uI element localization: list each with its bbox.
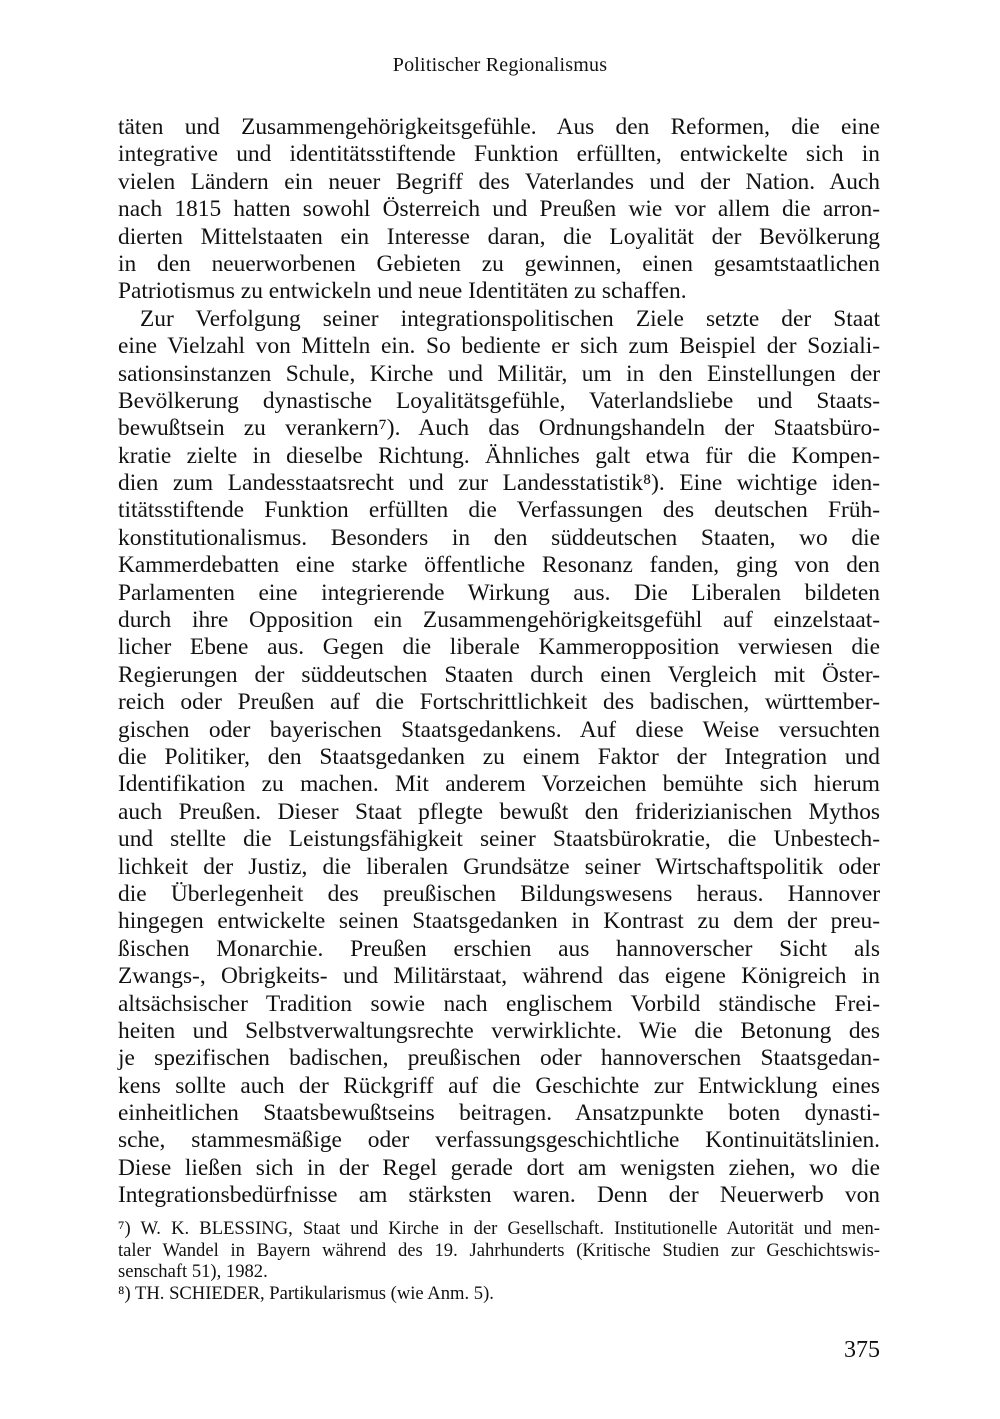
text-line: sche, stammesmäßige oder verfassungsgeschichtliche Kontinuitätslinien. bbox=[118, 1127, 880, 1154]
text-line: die Politiker, den Staatsgedanken zu einem Faktor der Integration und bbox=[118, 743, 880, 770]
text-line: Kammerdebatten eine starke öffentliche Resonanz fanden, ging von den bbox=[118, 552, 880, 579]
footnote-line: taler Wandel in Bayern während des 19. Jahrhunderts (Kritische Studien zur Geschichtswis- bbox=[118, 1239, 880, 1261]
footnotes bbox=[118, 1218, 880, 1304]
text-line: integrative und identitätsstiftende Funktion erfüllten, entwickelte sich in bbox=[118, 141, 880, 168]
text-line: licher Ebene aus. Gegen die liberale Kammeropposition verwiesen die bbox=[118, 634, 880, 661]
text-line: altsächsischer Tradition sowie nach englischem Vorbild ständische Frei- bbox=[118, 990, 880, 1017]
text-line: Integrationsbedürfnisse am stärksten waren. Denn der Neuerwerb von bbox=[118, 1182, 880, 1209]
text-line: auch Preußen. Dieser Staat pflegte bewußt den friderizianischen Mythos bbox=[118, 798, 880, 825]
text-line: Zur Verfolgung seiner integrationspolitischen Ziele setzte der Staat bbox=[140, 305, 880, 332]
running-head: Politischer Regionalismus bbox=[392, 54, 608, 76]
text-line: lichkeit der Justiz, die liberalen Grundsätze seiner Wirtschaftspolitik oder bbox=[118, 853, 880, 880]
footnote-line: senschaft 51), 1982. bbox=[118, 1261, 268, 1283]
text-line: Bevölkerung dynastische Loyalitätsgefühle, Vaterlandsliebe und Staats- bbox=[118, 387, 880, 414]
text-line: eine Vielzahl von Mitteln ein. So bediente er sich zum Beispiel der Soziali- bbox=[118, 333, 880, 360]
text-line: Patriotismus zu entwickeln und neue Identitäten zu schaffen. bbox=[118, 278, 687, 305]
text-line: bewußtsein zu verankern⁷). Auch das Ordnungshandeln der Staatsbüro- bbox=[118, 415, 880, 442]
text-line: täten und Zusammengehörigkeitsgefühle. Aus den Reformen, die eine bbox=[118, 114, 880, 140]
text-line: Zwangs-, Obrigkeits- und Militärstaat, während das eigene Königreich in bbox=[118, 963, 880, 990]
text-line: ßischen Monarchie. Preußen erschien aus hannoverscher Sicht als bbox=[118, 935, 880, 962]
text-line: sationsinstanzen Schule, Kirche und Militär, um in den Einstellungen der bbox=[118, 360, 880, 387]
text-line: vielen Ländern ein neuer Begriff des Vaterlandes und der Nation. Auch bbox=[118, 168, 880, 195]
page-number: 375 bbox=[844, 1337, 880, 1363]
text-line: kens sollte auch der Rückgriff auf die Geschichte zur Entwicklung eines bbox=[118, 1072, 880, 1099]
text-line: nach 1815 hatten sowohl Österreich und Preußen wie vor allem die arron- bbox=[118, 196, 880, 223]
text-line: einheitlichen Staatsbewußtseins beitragen. Ansatzpunkte boten dynasti- bbox=[118, 1100, 880, 1127]
text-line: gischen oder bayerischen Staatsgedankens. Auf diese Weise versuchten bbox=[118, 716, 880, 743]
text-line: hingegen entwickelte seinen Staatsgedanken in Kontrast zu dem der preu- bbox=[118, 908, 880, 935]
text-line: reich oder Preußen auf die Fortschrittlichkeit des badischen, württember- bbox=[118, 689, 880, 716]
footnote-line: ⁷) W. K. BLESSING, Staat und Kirche in der Gesellschaft. Institutionelle Autorität und men- bbox=[118, 1218, 880, 1239]
footnote-line: ⁸) TH. SCHIEDER, Partikularismus (wie Anm. 5). bbox=[118, 1282, 494, 1304]
text-line: heiten und Selbstverwaltungsrechte verwirklichte. Wie die Betonung des bbox=[118, 1017, 880, 1044]
text-line: dien zum Landesstaatsrecht und zur Landesstatistik⁸). Eine wichtige iden- bbox=[118, 470, 880, 497]
text-line: kratie zielte in dieselbe Richtung. Ähnliches galt etwa für die Kompen- bbox=[118, 442, 880, 469]
text-line: titätsstiftende Funktion erfüllten die Verfassungen des deutschen Früh- bbox=[118, 497, 880, 524]
body-text bbox=[118, 114, 880, 1210]
text-line: je spezifischen badischen, preußischen oder hannoverschen Staatsgedan- bbox=[118, 1045, 880, 1072]
text-line: Parlamenten eine integrierende Wirkung aus. Die Liberalen bildeten bbox=[118, 579, 880, 606]
text-line: Identifikation zu machen. Mit anderem Vorzeichen bemühte sich hierum bbox=[118, 771, 880, 798]
text-line: in den neuerworbenen Gebieten zu gewinnen, einen gesamtstaatlichen bbox=[118, 250, 880, 277]
text-line: Diese ließen sich in der Regel gerade dort am wenigsten ziehen, wo die bbox=[118, 1154, 880, 1181]
text-line: Regierungen der süddeutschen Staaten durch einen Vergleich mit Öster- bbox=[118, 661, 880, 688]
text-line: konstitutionalismus. Besonders in den süddeutschen Staaten, wo die bbox=[118, 524, 880, 551]
text-line: durch ihre Opposition ein Zusammengehörigkeitsgefühl auf einzelstaat- bbox=[118, 607, 880, 634]
text-line: dierten Mittelstaaten ein Interesse daran, die Loyalität der Bevölkerung bbox=[118, 223, 880, 250]
text-line: und stellte die Leistungsfähigkeit seiner Staatsbürokratie, die Unbestech- bbox=[118, 826, 880, 853]
text-line: die Überlegenheit des preußischen Bildungswesens heraus. Hannover bbox=[118, 880, 880, 907]
